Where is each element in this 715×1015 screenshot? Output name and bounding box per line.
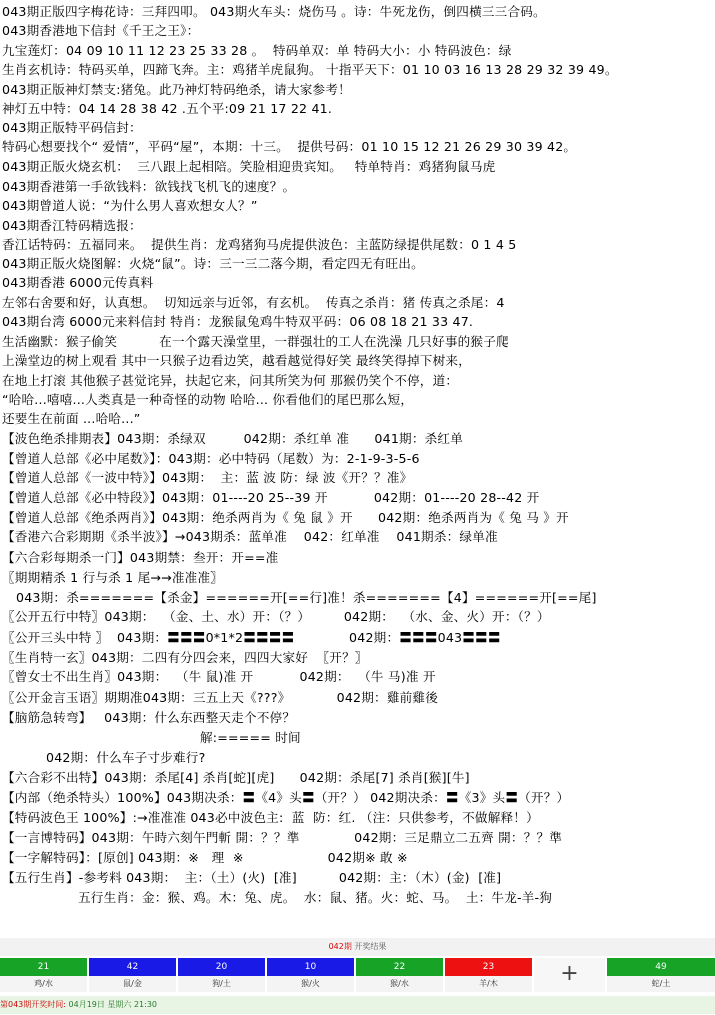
text-line-3: 九宝莲灯：04 09 10 11 12 23 25 33 28 。 特码单双：单 特码大小：小 特码波色：绿 [2, 43, 512, 58]
ball-5: 22 [356, 958, 443, 976]
text-line-25: 【曾道人总部《一波中特》】043期： 主：蓝 波 防：绿 波《开？？准》 [2, 470, 413, 485]
text-line-20: 在地上打滚 其他猴子甚觉诧异，扶起它来，问其所笑为何 那猴仍笑个不停，道： [2, 373, 459, 388]
text-line-32: 〖公开五行中特〗043期： （金、土、水）开：（？） 042期： （水、金、火）开：（？） [2, 609, 550, 624]
text-line-36: 〖公开金言玉语〗期期准043期：三五上天《???》 042期：雞前雞後 [2, 690, 439, 705]
next-draw-time [0, 996, 715, 1014]
next-draw-date: 04月19日 星期六 21:30 [68, 1000, 158, 1009]
text-line-44: 【一字解特码】：[原创] 043期：※ 理 ※ 042期※ 敢 ※ [2, 850, 408, 865]
text-line-35: 〖曾女士不出生肖〗043期： （牛 鼠)准 开 042期： （牛 马)准 开 [2, 669, 436, 684]
text-line-37: 【脑筋急转弯】 043期：什么东西整天走个不停？ [2, 710, 296, 725]
text-line-30: 〖期期精杀 1 行与杀 1 尾→→准准准〗 [2, 570, 224, 585]
lottery-results-panel [0, 938, 715, 1015]
text-line-28: 【香港六合彩期期《杀半波》】→043期杀：蓝单准 042：红单准 041期杀：绿单准 [2, 529, 498, 544]
text-line-29: 【六合彩每期杀一门】043期禁：叁开：开==准 [2, 550, 279, 565]
text-line-2: 043期香港地下信封《千王之王》： [2, 23, 200, 38]
text-line-12: 043期香江特码精选报： [2, 218, 142, 233]
ball-6: 23 [445, 958, 532, 976]
text-line-26: 【曾道人总部《必中特段》】043期：01----20 25--39 开 042期：01----20 28--42 开 [2, 490, 540, 505]
text-line-6: 神灯五中特：04 14 28 38 42 .五个平:09 21 17 22 41. [2, 101, 333, 116]
text-line-22: 还要生在前面 ...哈哈...” [2, 411, 141, 426]
text-line-39: 042期：什么车子寸步难行? [46, 750, 206, 765]
text-line-16: 左邻右舍要和好，认真想。 切知远亲与近邻，有玄机。 传真之杀肖：猪 传真之杀尾：4 [2, 295, 505, 310]
text-line-7: 043期正版特平码信封： [2, 120, 142, 135]
text-line-24: 【曾道人总部《必中尾数》】：043期：必中特码（尾数）为：2-1-9-3-5-6 [2, 451, 420, 466]
text-line-14: 043期正版火烧图解：火烧“鼠”。诗：三一三二落今期，看定四无有旺出。 [2, 256, 424, 271]
text-line-13: 香江话特码：五福同来。 提供生肖：龙鸡猪狗马虎提供波色：主蓝防绿提供尾数：0 1 4 5 [2, 237, 517, 252]
text-line-1: 043期正版四字梅花诗：三拜四叩。 043期火车头：烧伤马 。诗：牛死龙伤，倒四横三三合码。 [2, 4, 546, 19]
text-line-31: 043期：杀=======【杀金】======开[==行]准！杀=======【4】======开[==尾] [16, 590, 597, 605]
ball-5-zodiac: 猴/水 [356, 976, 443, 992]
text-line-5: 043期正版神灯禁支:猪兔。此乃神灯特码绝杀，请大家参考！ [2, 82, 351, 97]
special-ball: 49 [607, 958, 715, 976]
ball-3-zodiac: 狗/土 [178, 976, 265, 992]
text-line-9: 043期正版火烧玄机： 三八跟上起相陪。笑脸相迎贵宾知。 特单特肖：鸡猪狗鼠马虎 [2, 159, 496, 174]
next-draw-label: 第043期开奖时间: [0, 1000, 66, 1009]
special-ball-zodiac: 蛇/土 [607, 976, 715, 992]
text-line-33: 〖公开三头中特 〗 043期：〓〓〓0*1*2〓〓〓〓 042期：〓〓〓043〓〓〓 [2, 630, 501, 645]
text-line-38: 解:===== 时间 [200, 730, 301, 745]
text-line-43: 【一言博特码】043期：午時六刻午門斬 開：？？準 042期：三足鼎立二五齊 開：？？準 [2, 830, 563, 845]
ball-2: 42 [89, 958, 176, 976]
ball-6-zodiac: 羊/木 [445, 976, 532, 992]
plus-separator: + [534, 958, 605, 992]
text-line-27: 【曾道人总部《绝杀两肖》】043期：绝杀两肖为《 兔 鼠 》开 042期：绝杀两肖为《 兔 马 》开 [2, 510, 569, 525]
text-line-45: 【五行生肖】-参考料 043期： 主：（土）(火) [准] 042期：主：（木）(金) [准] [2, 870, 502, 885]
text-line-34: 〖生肖特一玄〗043期：二四有分四会来，四四大家好 〖开？〗 [2, 650, 368, 665]
text-line-41: 【内部（绝杀特头）100%】043期决杀：〓《4》头〓（开？） 042期决杀：〓《3》头〓（开？） [2, 790, 570, 805]
results-title-text: 开奖结果 [354, 942, 387, 951]
text-line-42: 【特码波色王 100%】:→准准准 043必中波色主: 蓝 防：红. （注：只供参考，不做解释！） [2, 810, 539, 825]
text-line-21: “哈哈...嘻嘻...人类真是一种奇怪的动物 哈哈... 你看他们的尾巴那么短， [2, 392, 414, 407]
text-line-17: 043期台湾 6000元来料信封 特肖：龙猴鼠兔鸡牛特双平码：06 08 18 21 33 47. [2, 314, 474, 329]
text-line-19: 上澡堂边的树上观看 其中一只猴子边看边笑，越看越觉得好笑 最终笑得掉下树来， [2, 353, 471, 368]
results-period: 042期 [328, 942, 352, 951]
text-line-11: 043期曾道人说：“为什么男人喜欢想女人？” [2, 198, 258, 213]
text-line-15: 043期香港 6000元传真料 [2, 275, 154, 290]
text-line-18: 生活幽默：猴子偷笑 在一个露天澡堂里，一群强壮的工人在洗澡 几只好事的猴子爬 [2, 334, 509, 349]
ball-1-zodiac: 鸡/水 [0, 976, 87, 992]
results-title [0, 938, 715, 956]
text-line-4: 生肖玄机诗：特码买单，四蹄飞奔。主：鸡猪羊虎鼠狗。 十指平天下：01 10 03 16 13 28 29 32 39 49。 [2, 62, 618, 77]
ball-2-zodiac: 鼠/金 [89, 976, 176, 992]
ball-1: 21 [0, 958, 87, 976]
ball-4: 10 [267, 958, 354, 976]
text-line-23: 【波色绝杀排期表】043期：杀绿双 042期：杀红单 准 041期：杀红单 [2, 431, 464, 446]
ball-4-zodiac: 猴/火 [267, 976, 354, 992]
text-line-40: 【六合彩不出特】043期：杀尾[4] 杀肖[蛇][虎] 042期：杀尾[7] 杀肖[猴][牛] [2, 770, 470, 785]
text-line-8: 特码心想要找个“ 爱情”，平码“屋”，本期：十三。 提供号码：01 10 15 12 21 26 29 30 39 42。 [2, 139, 577, 154]
ball-3: 20 [178, 958, 265, 976]
text-line-46: 五行生肖：金：猴、鸡。木：兔、虎。 水：鼠、猪。火：蛇、马。 土：牛龙-羊-狗 [78, 890, 553, 905]
text-line-10: 043期香港第一手欲钱料：欲钱找飞机飞的速度？。 [2, 179, 296, 194]
